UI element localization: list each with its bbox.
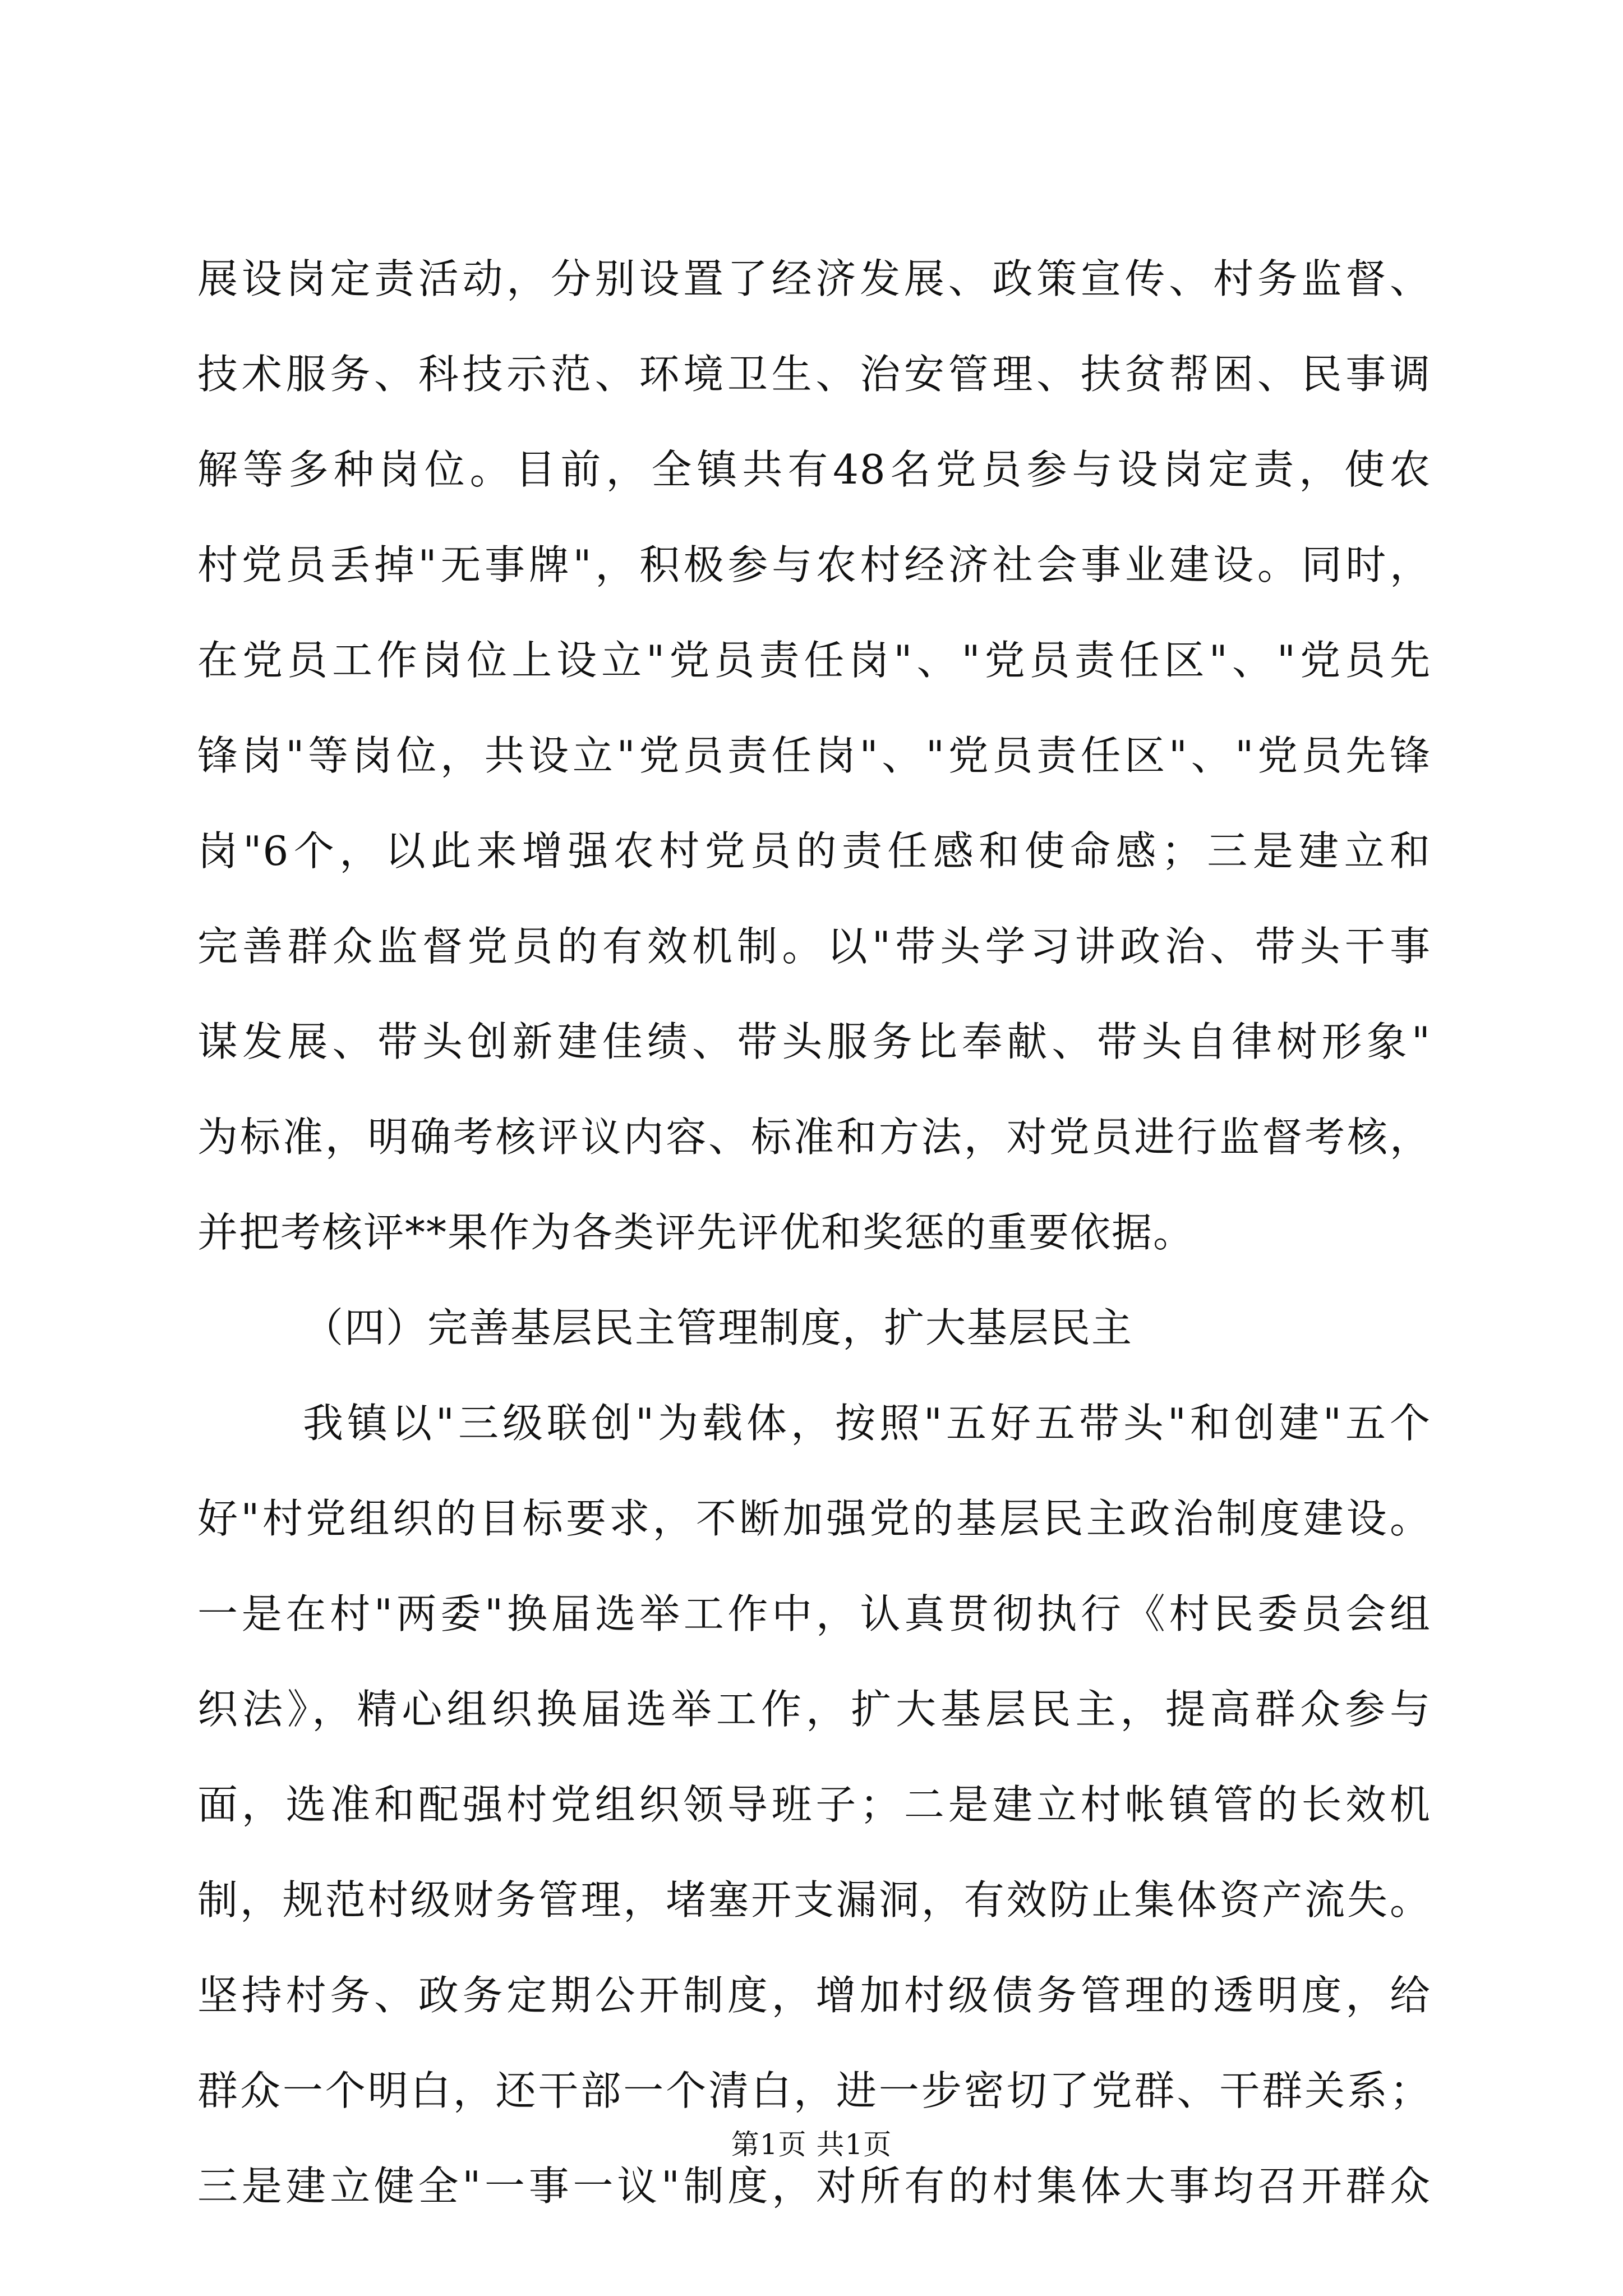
body-text-line: 谋发展、带头创新建佳绩、带头服务比奉献、带头自律树形象" — [197, 1018, 1431, 1065]
body-text-line: 织法》，精心组织换届选举工作，扩大基层民主，提高群众参与 — [197, 1686, 1431, 1733]
body-text-line: 并把考核评**果作为各类评先评优和奖惩的重要依据。 — [197, 1209, 1195, 1256]
body-text-line: 好"村党组织的目标要求，不断加强党的基层民主政治制度建设。 — [197, 1495, 1431, 1542]
body-text-line: 为标准，明确考核评议内容、标准和方法，对党员进行监督考核， — [197, 1114, 1431, 1161]
body-text-line: 一是在村"两委"换届选举工作中，认真贯彻执行《村民委员会组 — [197, 1590, 1431, 1637]
body-text-line: 完善群众监督党员的有效机制。以"带头学习讲政治、带头干事 — [197, 923, 1431, 970]
body-text-line: 解等多种岗位。目前，全镇共有48名党员参与设岗定责，使农 — [197, 446, 1431, 493]
body-text-line: 坚持村务、政务定期公开制度，增加村级债务管理的透明度，给 — [197, 1972, 1431, 2019]
body-text-line: 锋岗"等岗位，共设立"党员责任岗"、"党员责任区"、"党员先锋 — [197, 732, 1431, 779]
body-text-line: 岗"6个，以此来增强农村党员的责任感和使命感；三是建立和 — [197, 827, 1431, 875]
body-text-line: 面，选准和配强村党组织领导班子；二是建立村帐镇管的长效机 — [197, 1781, 1431, 1828]
section-heading: （四）完善基层民主管理制度，扩大基层民主 — [303, 1304, 1133, 1351]
body-text-line: 村党员丢掉"无事牌"，积极参与农村经济社会事业建设。同时， — [197, 541, 1431, 588]
body-text-line: 在党员工作岗位上设立"党员责任岗"、"党员责任区"、"党员先 — [197, 637, 1431, 684]
body-text-line: 我镇以"三级联创"为载体，按照"五好五带头"和创建"五个 — [303, 1400, 1431, 1447]
page-footer: 第1页 共1页 — [731, 2128, 892, 2161]
body-text-line: 技术服务、科技示范、环境卫生、治安管理、扶贫帮困、民事调 — [197, 351, 1431, 398]
body-text-line: 制，规范村级财务管理，堵塞开支漏洞，有效防止集体资产流失。 — [197, 1876, 1431, 1924]
body-text-line: 三是建立健全"一事一议"制度，对所有的村集体大事均召开群众 — [197, 2162, 1431, 2210]
body-text-line: 展设岗定责活动，分别设置了经济发展、政策宣传、村务监督、 — [197, 255, 1431, 302]
body-text-line: 群众一个明白，还干部一个清白，进一步密切了党群、干群关系； — [197, 2067, 1431, 2114]
